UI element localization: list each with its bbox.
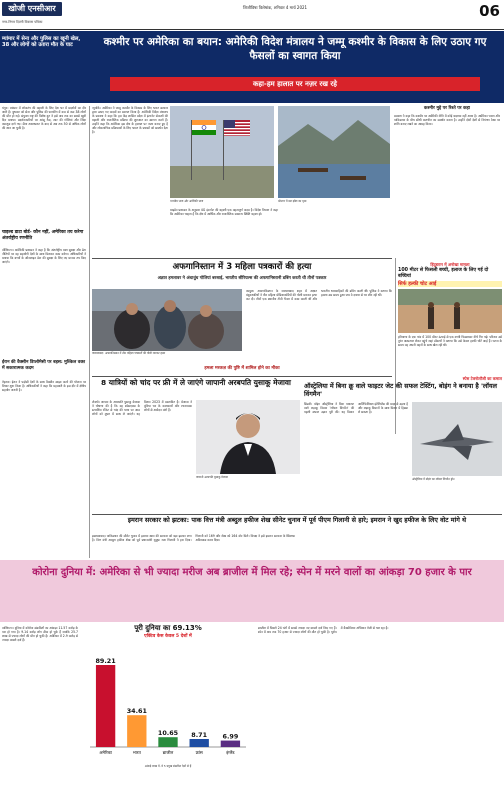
japan-photo bbox=[196, 400, 300, 474]
covid-headline: कोरोना दुनिया में: अमेरिका से भी ज्यादा मरीज अब ब्राजील में मिल रहे; स्पेन में मरने वालों का आंकड़ा 70 हजार के पार bbox=[32, 567, 472, 578]
chart-subtitle: एक्टिव केस केवल 5 देशों में bbox=[144, 634, 192, 639]
chart-bar bbox=[158, 737, 177, 747]
chart-bar bbox=[221, 741, 240, 747]
covid-body-left: वाशिंगटन। दुनिया में कोरोना संक्रमितों का आंकड़ा 11.57 करोड़ के पार हो गया है। 9.14 करोड़ लोग ठीक हो चुके हैं जबकि 25.7 लाख से ज्यादा लोगों की मौत हो चुकी है। अमेरिका में 2.9 करोड़ से ज्यादा मामले दर्ज हैं। bbox=[2, 626, 78, 642]
masthead-logo: खोजी एनसीआर bbox=[2, 2, 62, 16]
afghan-body: काबुल। अफगानिस्तान के जलालाबाद शहर में अज्ञात बंदूकधारियों ने तीन महिला मीडियाकर्मियों की गोली मारकर हत्या कर दी। तीनों एक स्थानीय टीवी चैनल में काम करती थीं और भारतीय धारावाहिकों की डबिंग करती थीं। पुलिस ने बताया कि हमला उस समय हुआ जब वे दफ्तर से घर लौट रही थीं। bbox=[246, 289, 392, 301]
page-number: 06 bbox=[479, 2, 500, 20]
lead-subheadline: कहा-हम हालात पर नज़र रख रहे bbox=[110, 77, 480, 91]
child-data-body: वॉशिंगटन। अमेरिकी प्रशासन ने कहा है कि अंतर्राष्ट्रीय बाल सुरक्षा और डेटा नीतियों पर वह सहयोगी देशों के साथ मिलकर काम करेगा। अधिकारियों ने बताया कि बच्चों के ऑनलाइन डेटा की सुरक्षा के लिए नए मानक तय किए जाएंगे। bbox=[2, 248, 86, 264]
japan-body: टोक्यो। जापान के अरबपति युसाकू मेजावा ने घोषणा की है कि वह स्पेसएक्स के स्टारशिप रॉकेट से चांद की यात्रा पर आठ लोगों को मुफ्त में साथ ले जाएंगे। यह मिशन 2023 में प्रस्तावित है। मेजावा ने दुनिया भर के कलाकारों और रचनात्मक लोगों से आवेदन मांगे हैं। bbox=[92, 400, 192, 416]
chart-category-label: अमेरिका bbox=[99, 750, 113, 755]
column-divider bbox=[89, 106, 90, 558]
afghan-deck: अज्ञात हमलावर ने अंधाधुंध गोलियां बरसाई, भारतीय सीरियल्स की अफगानिस्तानी डबिंग करती थी तीनों पत्रकार bbox=[157, 275, 327, 280]
chart-value-label: 8.71 bbox=[191, 730, 208, 739]
chart-note: आंकड़े लाख में, ये 5 प्रमुख संक्रमित देशों से हैं bbox=[144, 764, 192, 768]
kashmir-sidebar-body: प्रवक्ता ने कहा कि कश्मीर पर अमेरिकी नीति में कोई बदलाव नहीं आया है। अमेरिका भारत और पाकिस्तान के बीच सीधी बातचीत का समर्थन करता है। उन्होंने दोनों देशों से नियंत्रण रेखा पर शांति बनाए रखने का आग्रह किया। bbox=[394, 114, 500, 126]
chart-plot bbox=[82, 641, 254, 765]
chart-value-label: 6.99 bbox=[222, 732, 239, 741]
chart-title: पूरी दुनिया का 69.13% bbox=[134, 624, 202, 632]
left-column bbox=[2, 36, 88, 52]
covid-active-cases-chart bbox=[82, 624, 254, 776]
section-divider bbox=[92, 514, 502, 515]
kashmir-body-2: बाइडेन प्रशासन के अनुसार 4G इंटरनेट की बहाली एक महत्वपूर्ण कदम है। विदेश विभाग ने कहा कि अमेरिका चाहता है कि क्षेत्र में आर्थिक और राजनीतिक सामान्य स्थिति बहाल हो। bbox=[170, 208, 278, 216]
covid-body-right: ब्राजील में पिछले 24 घंटों में सबसे ज्यादा नए मामले दर्ज किए गए हैं। स्पेन में अब तक 70 हजार से ज्यादा लोगों की मौत हो चुकी है। यूरोप में वैक्सीनेशन अभियान तेजी से चल रहा है। bbox=[258, 626, 389, 634]
kashmir-photo-flags bbox=[170, 106, 274, 198]
kashmir-body: न्यूयॉर्क। अमेरिका ने जम्मू कश्मीर के विकास के लिए भारत सरकार द्वारा उठाए गए कदमों का स्वागत किया है। अमेरिकी विदेश मंत्रालय के प्रवक्ता ने कहा कि हम केंद्र शासित प्रदेश में इंटरनेट सेवाओं की बहाली और राजनीतिक प्रक्रिया की शुरुआत का स्वागत करते हैं। उन्होंने कहा कि अमेरिका इस क्षेत्र के हालात पर नजर बनाए हुए है और लोकतांत्रिक प्रक्रियाओं के लिए भारत के प्रयासों को समर्थन देता है। bbox=[92, 106, 168, 134]
chart-category-label: फ्रांस bbox=[195, 750, 203, 755]
kashmir-photo-caption-2: श्रीनगर में डल झील का दृश्य bbox=[278, 199, 307, 203]
covid-banner bbox=[0, 560, 504, 622]
iran-vaccine-body: तेहरान। ईरान ने पड़ोसी देशों के साथ वैक्सीन साझा करने की योजना पर विचार शुरू किया है। अधिकारियों ने कहा कि महामारी के इस दौर में क्षेत्रीय सहयोग जरूरी है। bbox=[2, 380, 86, 392]
imran-body: इस्लामाबाद। पाकिस्तान की सीनेट चुनाव में इमरान खान की सरकार को बड़ा झटका लगा है। वित्त मंत्री अब्दुल हफीज शेख को पूर्व प्रधानमंत्री यूसुफ रजा गिलानी ने हरा दिया। गिलानी को 169 और शेख को 164 वोट मिले। विपक्ष ने इसे इमरान सरकार के खिलाफ अविश्वास करार दिया। bbox=[92, 534, 295, 542]
chart-category-label: भारत bbox=[132, 750, 141, 755]
kashmir-photo-caption-1: भारतीय ध्वज और अमेरिकी ध्वज bbox=[170, 199, 204, 203]
australia-body: सिडनी। बोइंग ऑस्ट्रेलिया ने बिना पायलट वाले लड़ाकू विमान 'लॉयल विंगमैन' की पहली सफल उड़ान पूरी की। यह विमान आर्टिफिशियल इंटेलिजेंस की मदद से उड़ता है और लड़ाकू विमानों के साथ मिशन में हिस्सा ले सकता है। bbox=[304, 402, 408, 414]
section-divider bbox=[92, 258, 392, 259]
japan-photo-caption: जापानी अरबपति युसाकू मेजावा bbox=[196, 475, 228, 479]
imran-headline: इमरान सरकार को झटका: पाक वित्त मंत्री अब्दुल हफीज शेख सीनेट चुनाव में पूर्व पीएम गिलानी से हारे; इमरान ने खुद हफीज के लिए वोट मांगे थे bbox=[127, 516, 467, 524]
australia-headline: ऑस्ट्रेलिया में बिना क्रू वाले फाइटर जेट की सफल टेस्टिंग, बोइंग ने बनाया है 'लॉयल विंगमैन' bbox=[304, 382, 497, 398]
australia-photo bbox=[412, 402, 502, 476]
child-data-headline: चाइल्ड डाटा बोर्ड- कौन नहीं, अमेरिका तय करेगा अंतर्राष्ट्रीय रणनीति bbox=[2, 230, 84, 241]
dateline: जिजीविषा विशेषांक, शनिवार 4 मार्च 2021 bbox=[242, 5, 308, 10]
afghan-photo bbox=[92, 289, 242, 351]
afghan-headline: अफगानिस्तान में 3 महिला पत्रकारों की हत्या bbox=[172, 262, 312, 272]
incident-highlight: सिर्फ हल्की चोट आई bbox=[398, 281, 502, 287]
chart-value-label: 34.61 bbox=[126, 707, 147, 716]
page-header bbox=[0, 0, 504, 30]
kashmir-sidebar-title: कश्मीर मुद्दे पर रिश्ते पर कहा bbox=[424, 106, 470, 111]
incident-headline: 100 मीटर से फिसली बच्ची, इलाज के लिए गई दो बच्चियां bbox=[398, 268, 489, 279]
iran-vaccine-headline: ईरान की वैक्सीन डिप्लोमेसी पर बहस: मुश्किल वक्त में सकारात्मक कदम bbox=[2, 360, 86, 371]
australia-photo-caption: ऑस्ट्रेलिया में बोइंग का लॉयल विंगमैन ड्रोन bbox=[412, 477, 455, 481]
chart-category-label: इंग्लैंड bbox=[226, 750, 235, 755]
incident-body: हरियाणा के एक गांव में 100 मीटर ऊंचाई से एक बच्ची फिसलकर नीचे गिर गई। परिजन उसे तुरंत अस्पताल लेकर पहुंचे जहां डॉक्टरों ने बताया कि उसे केवल हल्की चोटें आई हैं। घटना के समय वह अपनी बहनों के साथ खेल रही थी। bbox=[398, 335, 502, 347]
chart-value-label: 10.65 bbox=[157, 729, 179, 738]
kashmir-photo-lake bbox=[278, 106, 390, 198]
chart-bar bbox=[190, 739, 209, 747]
afghan-strip: हमला मरकज़ की पुष्टि में शामिल होने का मौका bbox=[92, 364, 392, 373]
chart-category-label: ब्राजील bbox=[162, 750, 174, 755]
incident-photo bbox=[398, 289, 502, 333]
incident-kicker: हिंदुस्तान में अनोखा मामला bbox=[430, 262, 470, 267]
chart-bar bbox=[127, 715, 146, 747]
lead-headline: कश्मीर पर अमेरिका का बयान: अमेरिकी विदेश मंत्रालय ने जम्मू कश्मीर के विकास के लिए उठाए गए फैसलों का स्वागत किया bbox=[103, 36, 487, 62]
chart-bar bbox=[96, 665, 115, 747]
afghan-photo-caption: जलालाबाद: अफगानिस्तान में तीन महिला पत्रकारों की गोली मारकर हत्या bbox=[92, 351, 166, 355]
tagline: नगर-निगम दिल्ली विकास पत्रिका bbox=[2, 20, 43, 24]
australia-kicker: स्पेस टेक्नोलॉजी का कमाल bbox=[462, 376, 502, 381]
myanmar-body: यंगून। म्यांमार में लोकतंत्र की बहाली के लिए देश भर में प्रदर्शनों का दौर जारी है। बुधवार को सेना और पुलिस की फायरिंग में कम से कम 38 लोगों की मौत हो गई। संयुक्त राष्ट्र की विशेष दूत ने इसे अब तक का सबसे खूनी दिन बताया। प्रदर्शनकारियों पर आंसू गैस, रबर की गोलियां और जिंदा कारतूस दागे गए। सैन्य तख्तापलट के बाद से अब तक 50 से अधिक लोगों की जान जा चुकी है। bbox=[2, 106, 86, 130]
chart-value-label: 89.21 bbox=[95, 657, 116, 665]
japan-headline: 8 यात्रियों को चांद पर फ्री में ले जाएंगे जापानी अरबपति युसाकू मेजावा bbox=[101, 378, 291, 387]
myanmar-headline: म्यांमार में सेना और पुलिस का खूनी खेल, 38 और लोगों को उतारा मौत के घाट bbox=[2, 36, 81, 49]
